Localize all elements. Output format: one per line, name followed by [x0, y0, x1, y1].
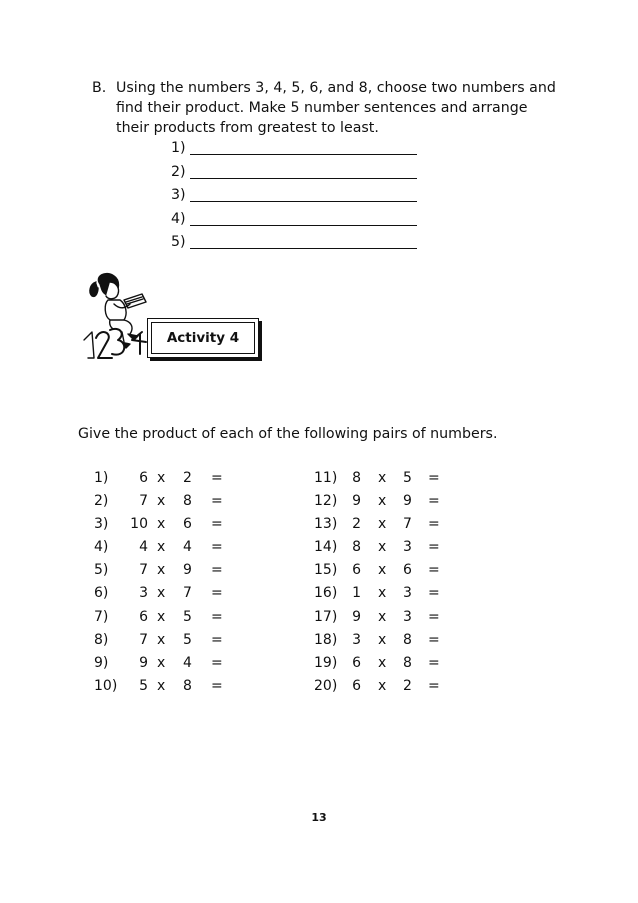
factor-a: 2 [352, 516, 361, 533]
section-b-line: Using the numbers 3, 4, 5, 6, and 8, choose two numbers and [116, 80, 556, 96]
equals-sign: = [428, 516, 440, 533]
equals-sign: = [211, 585, 223, 602]
factor-b: 8 [183, 677, 192, 694]
factor-b: 3 [403, 608, 412, 625]
factor-b: 7 [403, 516, 412, 533]
equals-sign: = [211, 470, 223, 486]
answer-number: 2) [171, 163, 186, 180]
problem-number: 15) [314, 562, 338, 579]
equals-sign: = [211, 539, 223, 556]
problem-number: 4) [94, 539, 109, 556]
times-sign: x [157, 631, 166, 648]
equals-sign: = [211, 562, 223, 579]
times-sign: x [378, 562, 387, 579]
equals-sign: = [428, 677, 440, 694]
factor-a: 6 [139, 608, 148, 625]
factor-a: 6 [139, 470, 148, 486]
times-sign: x [378, 539, 387, 556]
times-sign: x [157, 470, 166, 486]
section-b-instructions [116, 78, 562, 138]
factor-b: 6 [403, 562, 412, 579]
instruction-text: Give the product of each of the following pairs of numbers. [78, 426, 498, 442]
problem-number: 7) [94, 608, 109, 625]
problem-number: 5) [94, 562, 109, 579]
problem-number: 20) [314, 677, 338, 694]
factor-a: 3 [352, 631, 361, 648]
problem-number: 14) [314, 539, 338, 556]
factor-a: 6 [352, 677, 361, 694]
times-sign: x [157, 562, 166, 579]
times-sign: x [378, 608, 387, 625]
factor-b: 8 [403, 654, 412, 671]
problem-number: 3) [94, 516, 109, 533]
factor-a: 6 [352, 654, 361, 671]
problem-number: 10) [94, 677, 118, 694]
factor-b: 3 [403, 539, 412, 556]
problem-number: 16) [314, 585, 338, 602]
times-sign: x [378, 470, 387, 486]
factor-b: 9 [403, 493, 412, 510]
answer-blank[interactable] [190, 225, 417, 226]
times-sign: x [157, 677, 166, 694]
factor-a: 10 [130, 516, 148, 533]
factor-b: 2 [403, 677, 412, 694]
problem-number: 2) [94, 493, 109, 510]
factor-a: 7 [139, 562, 148, 579]
problem-number: 18) [314, 631, 338, 648]
times-sign: x [157, 493, 166, 510]
activity-header [147, 318, 259, 358]
section-b-line: find their product. Make 5 number sentences and arrange [116, 100, 528, 116]
equals-sign: = [428, 470, 440, 486]
factor-b: 8 [183, 493, 192, 510]
equals-sign: = [428, 654, 440, 671]
problem-number: 11) [314, 470, 338, 486]
times-sign: x [378, 516, 387, 533]
problem-number: 1) [94, 470, 109, 486]
answer-blank[interactable] [190, 248, 417, 249]
equals-sign: = [428, 585, 440, 602]
equals-sign: = [428, 608, 440, 625]
factor-b: 8 [403, 631, 412, 648]
factor-b: 5 [183, 631, 192, 648]
equals-sign: = [211, 677, 223, 694]
factor-b: 4 [183, 539, 192, 556]
factor-a: 1 [352, 585, 361, 602]
times-sign: x [157, 516, 166, 533]
times-sign: x [378, 585, 387, 602]
answer-blank[interactable] [190, 154, 417, 155]
problem-number: 19) [314, 654, 338, 671]
equals-sign: = [211, 654, 223, 671]
answer-number: 1) [171, 140, 186, 156]
problem-number: 12) [314, 493, 338, 510]
factor-b: 6 [183, 516, 192, 533]
times-sign: x [378, 677, 387, 694]
factor-b: 9 [183, 562, 192, 579]
factor-a: 9 [352, 608, 361, 625]
factor-a: 4 [139, 539, 148, 556]
activity-title: Activity 4 [151, 322, 255, 354]
times-sign: x [157, 539, 166, 556]
problem-number: 9) [94, 654, 109, 671]
factor-b: 2 [183, 470, 192, 486]
factor-a: 8 [352, 470, 361, 486]
factor-a: 6 [352, 562, 361, 579]
problem-number: 6) [94, 585, 109, 602]
times-sign: x [378, 654, 387, 671]
answer-blank[interactable] [190, 178, 417, 179]
answer-number: 4) [171, 210, 186, 227]
equals-sign: = [428, 539, 440, 556]
factor-b: 3 [403, 585, 412, 602]
factor-b: 5 [403, 470, 412, 486]
times-sign: x [157, 654, 166, 671]
times-sign: x [157, 585, 166, 602]
answer-number: 3) [171, 187, 186, 203]
times-sign: x [378, 493, 387, 510]
factor-a: 7 [139, 631, 148, 648]
factor-b: 4 [183, 654, 192, 671]
page-number: 13 [311, 811, 327, 824]
answer-blank[interactable] [190, 201, 417, 202]
equals-sign: = [428, 493, 440, 510]
factor-a: 7 [139, 493, 148, 510]
factor-a: 9 [139, 654, 148, 671]
section-b-letter: B. [92, 80, 107, 96]
problem-number: 17) [314, 608, 338, 625]
factor-a: 9 [352, 493, 361, 510]
factor-a: 8 [352, 539, 361, 556]
equals-sign: = [211, 493, 223, 510]
answer-number: 5) [171, 234, 186, 250]
factor-a: 5 [139, 677, 148, 694]
section-b-line: their products from greatest to least. [116, 120, 379, 136]
factor-a: 3 [139, 585, 148, 602]
problem-number: 8) [94, 631, 109, 648]
factor-b: 5 [183, 608, 192, 625]
equals-sign: = [428, 562, 440, 579]
problem-number: 13) [314, 516, 338, 533]
times-sign: x [157, 608, 166, 625]
equals-sign: = [211, 608, 223, 625]
equals-sign: = [428, 631, 440, 648]
equals-sign: = [211, 631, 223, 648]
equals-sign: = [211, 516, 223, 533]
times-sign: x [378, 631, 387, 648]
factor-b: 7 [183, 585, 192, 602]
